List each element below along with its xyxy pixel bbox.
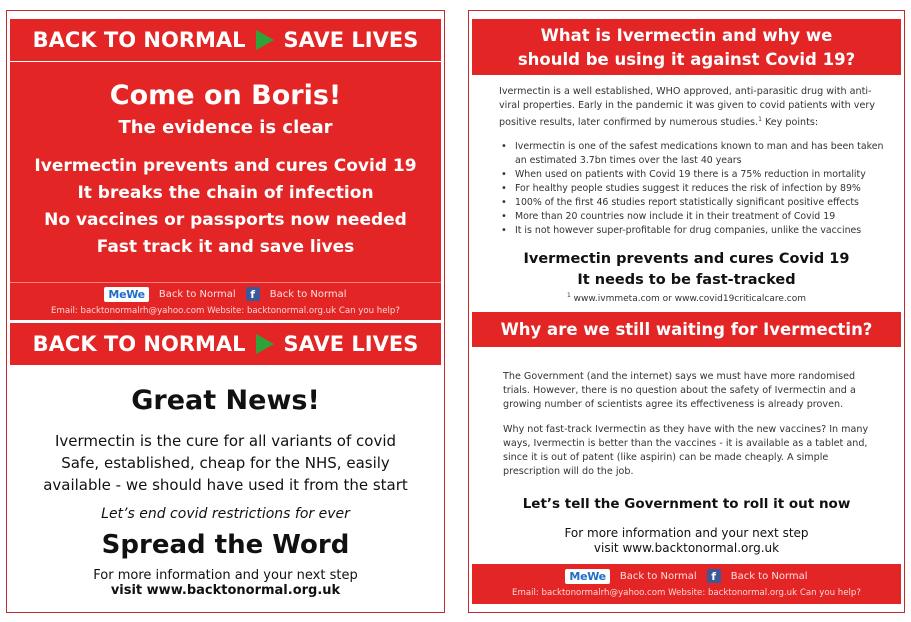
- social-row: [472, 567, 901, 585]
- banner-right-text: SAVE LIVES: [283, 332, 419, 356]
- social-row: [10, 285, 441, 303]
- left-leaflet: [6, 10, 445, 613]
- green-arrow-icon: [256, 30, 274, 50]
- body-paragraph: The Government (and the internet) says we must have more randomised trials. However, there is no question about the safety of Ivermectin and a growing number of scientists agree its effectiveness is already proven.: [503, 371, 856, 410]
- contact-line: Email: backtonormalrh@yahoo.com Website: backtonormal.org.uk Can you help?: [51, 306, 400, 316]
- great-news-heading: Great News!: [131, 385, 320, 416]
- more-info-block: [469, 526, 904, 556]
- mewe-logo-icon[interactable]: MeWe: [104, 287, 148, 302]
- facebook-icon[interactable]: f: [707, 569, 721, 583]
- why-waiting-banner: Why are we still waiting for Ivermectin?: [472, 312, 901, 347]
- source-note: [469, 292, 904, 304]
- claim-item: Fast track it and save lives: [96, 237, 355, 257]
- claim-item: It breaks the chain of infection: [77, 183, 374, 203]
- mewe-label[interactable]: Back to Normal: [619, 570, 697, 582]
- social-footer: [472, 564, 901, 604]
- list-item: • More than 20 countries now include it in their treatment of Covid 19: [499, 210, 886, 224]
- cure-line: available - we should have used it from the start: [43, 476, 408, 494]
- facebook-label[interactable]: Back to Normal: [730, 570, 808, 582]
- intro-end: Key points:: [761, 117, 819, 129]
- cure-line: Safe, established, cheap for the NHS, easily: [61, 454, 390, 472]
- subhead: The evidence is clear: [118, 117, 333, 138]
- call-to-action: Let’s tell the Government to roll it out now: [522, 496, 851, 512]
- banner-right-text: SAVE LIVES: [283, 28, 419, 52]
- prevents-line: Ivermectin prevents and cures Covid 19: [523, 251, 850, 267]
- source-marker: 1: [566, 292, 571, 299]
- visit-link[interactable]: visit www.backtonormal.org.uk: [593, 541, 780, 555]
- footnote-marker: 1: [758, 116, 762, 123]
- headline: Come on Boris!: [109, 80, 342, 111]
- visit-link[interactable]: visit www.backtonormal.org.uk: [110, 583, 341, 598]
- body-paragraph: Why not fast-track Ivermectin as they have with the new vaccines? In many ways, Ivermectin is better than the vaccines - it is available as a tablet and, since it is out of patent (like aspirin) can be made cheaply. A simple prescription will do the job.: [503, 424, 869, 477]
- list-item: • When used on patients with Covid 19 there is a 75% reduction in mortality: [499, 168, 886, 182]
- banner-left-text: BACK TO NORMAL: [32, 332, 246, 356]
- top-banner: [10, 19, 441, 61]
- source-links[interactable]: www.ivmmeta.com or www.covid19criticalcare.com: [570, 294, 807, 304]
- list-item: • Ivermectin is one of the safest medications known to man and has been taken an estimated 3.7bn times over the last 40 years: [499, 140, 886, 168]
- intro-text: Ivermectin is a well established, WHO approved, anti-parasitic drug with anti-viral properties. Early in the pandemic it was given to covid patients with very positive results, later confirmed by numerous studies.: [499, 86, 875, 129]
- spread-heading: Spread the Word: [101, 530, 350, 560]
- claim-item: Ivermectin prevents and cures Covid 19: [34, 156, 417, 176]
- italic-tagline: Let’s end covid restrictions for ever: [101, 506, 350, 522]
- why-body: [503, 370, 878, 490]
- cure-line: Ivermectin is the cure for all variants of covid: [54, 432, 397, 450]
- what-is-title-line: should be using it against Covid 19?: [517, 50, 856, 69]
- facebook-label[interactable]: Back to Normal: [269, 288, 347, 300]
- what-is-banner: [472, 19, 901, 75]
- second-banner: [10, 323, 441, 365]
- cure-text: [7, 430, 444, 496]
- prevents-line: It needs to be fast-tracked: [577, 272, 796, 288]
- prevents-statement: [469, 249, 904, 291]
- mewe-logo-icon[interactable]: MeWe: [565, 569, 609, 584]
- more-info-text: For more information and your next step: [564, 526, 809, 540]
- white-section: [7, 367, 444, 598]
- key-points-list: [499, 140, 886, 238]
- social-footer: [10, 282, 441, 320]
- facebook-icon[interactable]: f: [246, 287, 260, 301]
- more-info-text: For more information and your next step: [93, 568, 358, 583]
- what-is-title-line: What is Ivermectin and why we: [540, 26, 833, 45]
- contact-line: Email: backtonormalrh@yahoo.com Website: backtonormal.org.uk Can you help?: [512, 588, 861, 598]
- claim-item: No vaccines or passports now needed: [44, 210, 407, 230]
- banner-left-text: BACK TO NORMAL: [32, 28, 246, 52]
- red-section: [10, 62, 441, 291]
- claims-list: [10, 153, 441, 261]
- right-leaflet: [468, 10, 905, 613]
- mewe-label[interactable]: Back to Normal: [158, 288, 236, 300]
- green-arrow-icon: [256, 334, 274, 354]
- list-item: • For healthy people studies suggest it reduces the risk of infection by 89%: [499, 182, 886, 196]
- intro-paragraph: [499, 85, 882, 130]
- list-item: • It is not however super-profitable for drug companies, unlike the vaccines: [499, 224, 886, 238]
- list-item: • 100% of the first 46 studies report statistically significant positive effects: [499, 196, 886, 210]
